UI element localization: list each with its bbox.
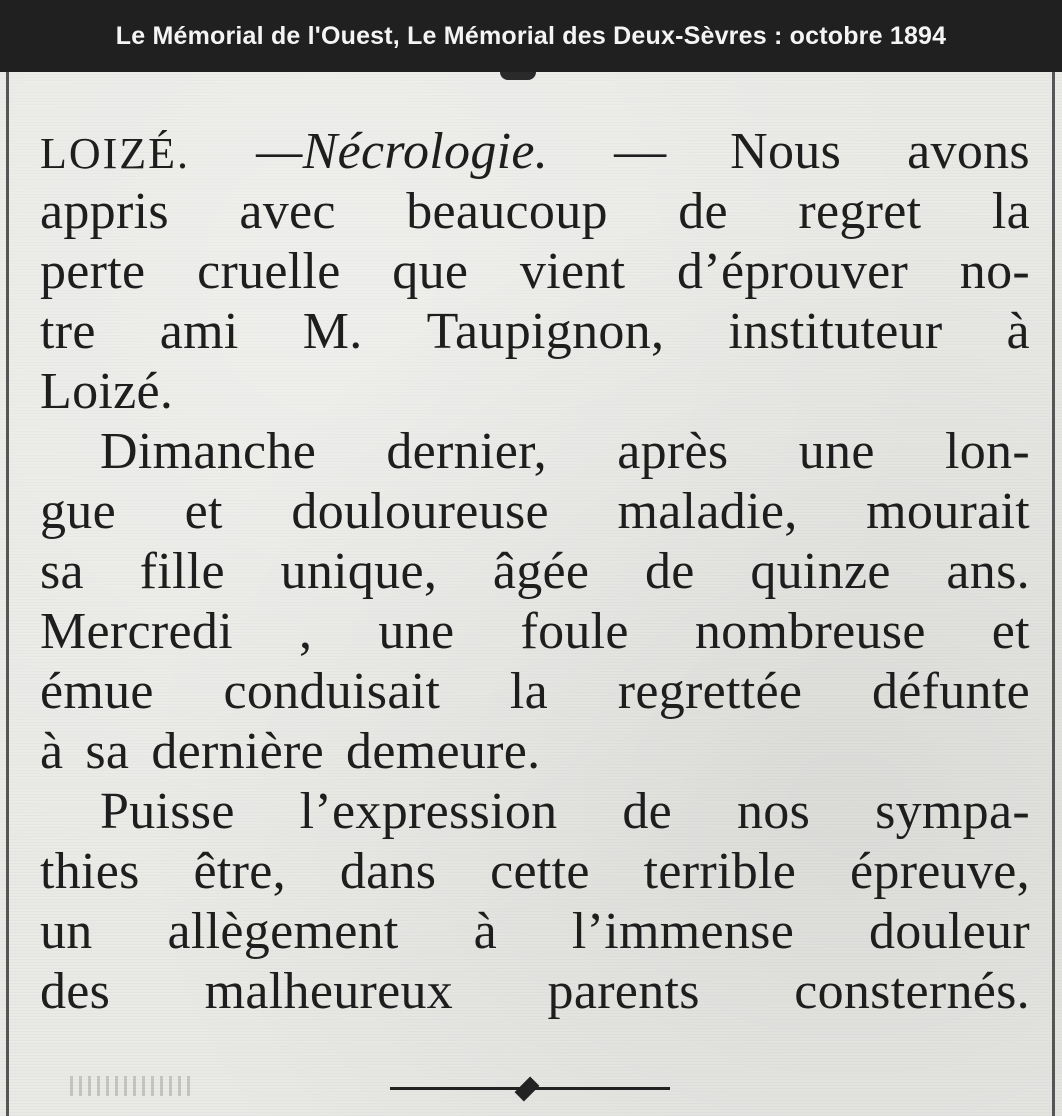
word: M. (302, 303, 363, 360)
word: consternés. (794, 963, 1030, 1020)
word: nombreuse (694, 603, 926, 660)
word: cruelle (197, 243, 341, 300)
obituary-article (40, 122, 1030, 1022)
word: perte (40, 243, 146, 300)
word: lon- (944, 423, 1030, 480)
word: appris (40, 183, 169, 240)
top-ornament (500, 72, 536, 80)
word: allègement (167, 903, 399, 960)
word: , (299, 603, 313, 660)
word: maladie, (617, 483, 798, 540)
article-line-15 (40, 962, 1030, 1022)
rubric-label: —Nécrologie. (256, 123, 549, 180)
column-rule-right (1052, 72, 1055, 1116)
article-line-11 (40, 722, 1030, 782)
word: une (798, 423, 875, 480)
divider-diamond (515, 1077, 540, 1102)
word: instituteur (728, 303, 943, 360)
word: avec (239, 183, 336, 240)
word: tre (40, 303, 96, 360)
word: douloureuse (291, 483, 549, 540)
article-line-8 (40, 542, 1030, 602)
word: avons (907, 123, 1030, 180)
article-line-2 (40, 182, 1030, 242)
word: fille (139, 543, 225, 600)
word: Dimanche (100, 423, 317, 480)
article-line-4 (40, 302, 1030, 362)
word: Puisse (100, 783, 235, 840)
article-line-7 (40, 482, 1030, 542)
word: d’éprouver (677, 243, 909, 300)
word: l’expression (299, 783, 558, 840)
article-line-12 (40, 782, 1030, 842)
word: foule (520, 603, 629, 660)
word: gue (40, 483, 116, 540)
word: émue (40, 663, 154, 720)
word: thies (40, 843, 140, 900)
word: douleur (869, 903, 1030, 960)
word: regret (798, 183, 922, 240)
section-divider-ornament (390, 1076, 670, 1100)
caption-bar (0, 0, 1062, 72)
print-speckle (70, 1076, 190, 1096)
word: ami (159, 303, 239, 360)
column-rule-left (6, 72, 9, 1116)
word: à (1006, 303, 1030, 360)
word: no- (959, 243, 1030, 300)
word: mourait (866, 483, 1030, 540)
word: sa (85, 723, 130, 780)
word: la (991, 183, 1030, 240)
word: malheureux (204, 963, 454, 1020)
dash: — (614, 123, 665, 180)
word: âgée (492, 543, 590, 600)
word: après (617, 423, 729, 480)
word: demeure. (346, 723, 541, 780)
word: Nous (730, 123, 842, 180)
word: parents (547, 963, 700, 1020)
word: dernière (151, 723, 325, 780)
word: être, (193, 843, 286, 900)
word: de (622, 783, 673, 840)
article-line-1 (40, 122, 1030, 182)
word: de (644, 543, 695, 600)
word: beaucoup (406, 183, 608, 240)
word: défunte (871, 663, 1030, 720)
word: ans. (946, 543, 1030, 600)
caption-title: Le Mémorial de l'Ouest, Le Mémorial des Deux-Sèvres : octobre 1894 (115, 21, 947, 50)
word: épreuve, (850, 843, 1030, 900)
word: cette (490, 843, 590, 900)
article-line-5 (40, 362, 1030, 422)
word: regrettée (617, 663, 803, 720)
word: Taupignon, (426, 303, 665, 360)
word: Mercredi (40, 603, 233, 660)
article-line-3 (40, 242, 1030, 302)
word: un (40, 903, 93, 960)
word: et (184, 483, 223, 540)
word: Loizé. (40, 363, 174, 420)
word: sympa- (875, 783, 1030, 840)
word: dernier, (386, 423, 547, 480)
word: dans (339, 843, 437, 900)
article-line-10 (40, 662, 1030, 722)
word: la (509, 663, 549, 720)
word: unique, (280, 543, 438, 600)
newspaper-clipping (0, 72, 1062, 1116)
word: terrible (643, 843, 797, 900)
word: l’immense (571, 903, 795, 960)
word: quinze (750, 543, 891, 600)
locality-label: LOIZÉ. (40, 129, 191, 178)
word: à (473, 903, 497, 960)
article-line-13 (40, 842, 1030, 902)
article-line-6 (40, 422, 1030, 482)
word: que (392, 243, 469, 300)
article-line-14 (40, 902, 1030, 962)
word: une (378, 603, 455, 660)
article-line-9 (40, 602, 1030, 662)
word: sa (40, 543, 84, 600)
word: vient (519, 243, 626, 300)
word: des (40, 963, 111, 1020)
word: conduisait (223, 663, 441, 720)
word: à (40, 723, 64, 780)
word: et (991, 603, 1030, 660)
word: de (678, 183, 728, 240)
word: nos (737, 783, 811, 840)
